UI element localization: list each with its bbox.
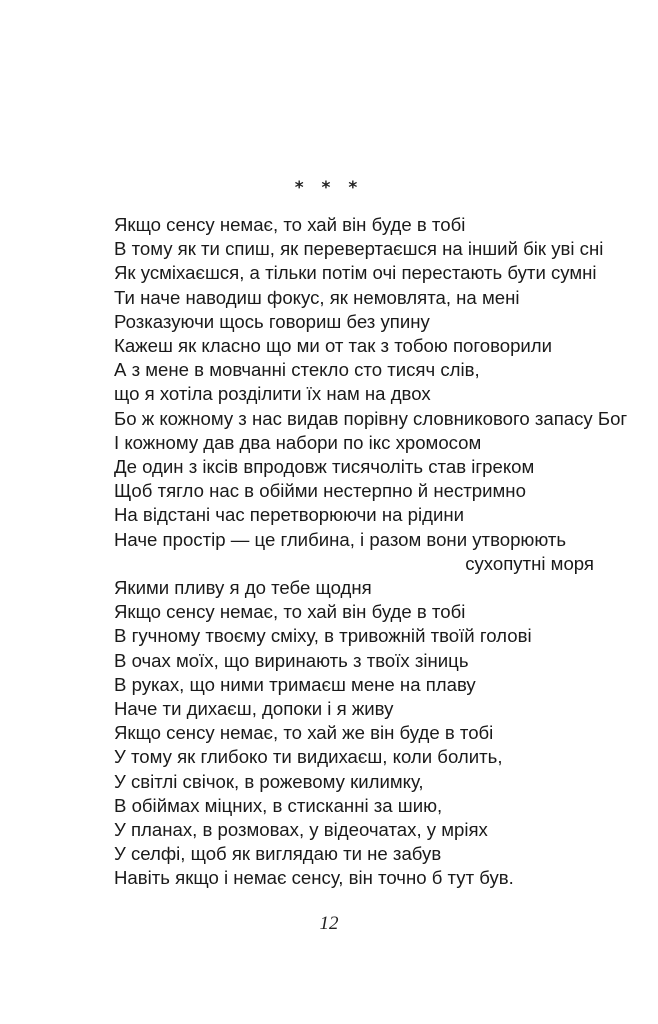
poem-line: У тому як глибоко ти видихаєш, коли болить, [114,746,503,768]
poem-line: Як усміхаєшся, а тільки потім очі перестають бути сумні [114,262,597,284]
poem-line: У світлі свічок, в рожевому килимку, [114,770,424,792]
poem-line: Розказуючи щось говориш без упину [114,310,430,332]
poem-line: що я хотіла розділити їх нам на двох [114,383,431,405]
poem-line: Щоб тягло нас в обійми нестерпно й нестримно [114,480,526,502]
poem-line: У планах, в розмовах, у відеочатах, у мріях [114,819,488,841]
poem-line: В обіймах міцних, в стисканні за шию, [114,794,443,816]
poem-line: На відстані час перетворюючи на рідини [114,504,464,526]
poem-line: Якщо сенсу немає, то хай же він буде в тобі [114,722,494,744]
poem-line: Якими пливу я до тебе щодня [114,577,372,599]
poem-line: Якщо сенсу немає, то хай він буде в тобі [114,214,466,235]
poem-line: В гучному твоєму сміху, в тривожній твоїй голові [114,625,532,647]
poem-line: В тому як ти спиш, як перевертаєшся на інший бік уві сні [114,238,604,260]
poem-line: Де один з іксів впродовж тисячоліть став ігреком [114,456,535,478]
poem-line: Бо ж кожному з нас видав порівну словникового запасу Бог [114,407,628,429]
poem-line: А з мене в мовчанні стекло сто тисяч слів, [114,359,480,381]
poem-line: Наче простір — це глибина, і разом вони утворюють [114,528,567,550]
poem-line: Ти наче наводиш фокус, як немовлята, на мені [114,286,520,308]
poem-line: І кожному дав два набори по ікс хромосом [114,431,482,453]
poem-line: Кажеш як класно що ми от так з тобою поговорили [114,335,553,357]
poem-text [114,213,628,891]
poem-line-continuation: сухопутні моря [465,552,594,574]
poem-line: У селфі, щоб як виглядаю ти не забув [114,843,442,865]
poem-line: Якщо сенсу немає, то хай він буде в тобі [114,601,466,623]
poem-line: В очах моїх, що виринають з твоїх зіниць [114,649,469,671]
poem-line: Наче ти дихаєш, допоки і я живу [114,698,394,720]
poem-line: Навіть якщо і немає сенсу, він точно б тут був. [114,867,514,889]
page-number: 12 [319,913,339,934]
section-separator: * * * [294,178,364,198]
poem-line: В руках, що ними тримаєш мене на плаву [114,673,476,695]
